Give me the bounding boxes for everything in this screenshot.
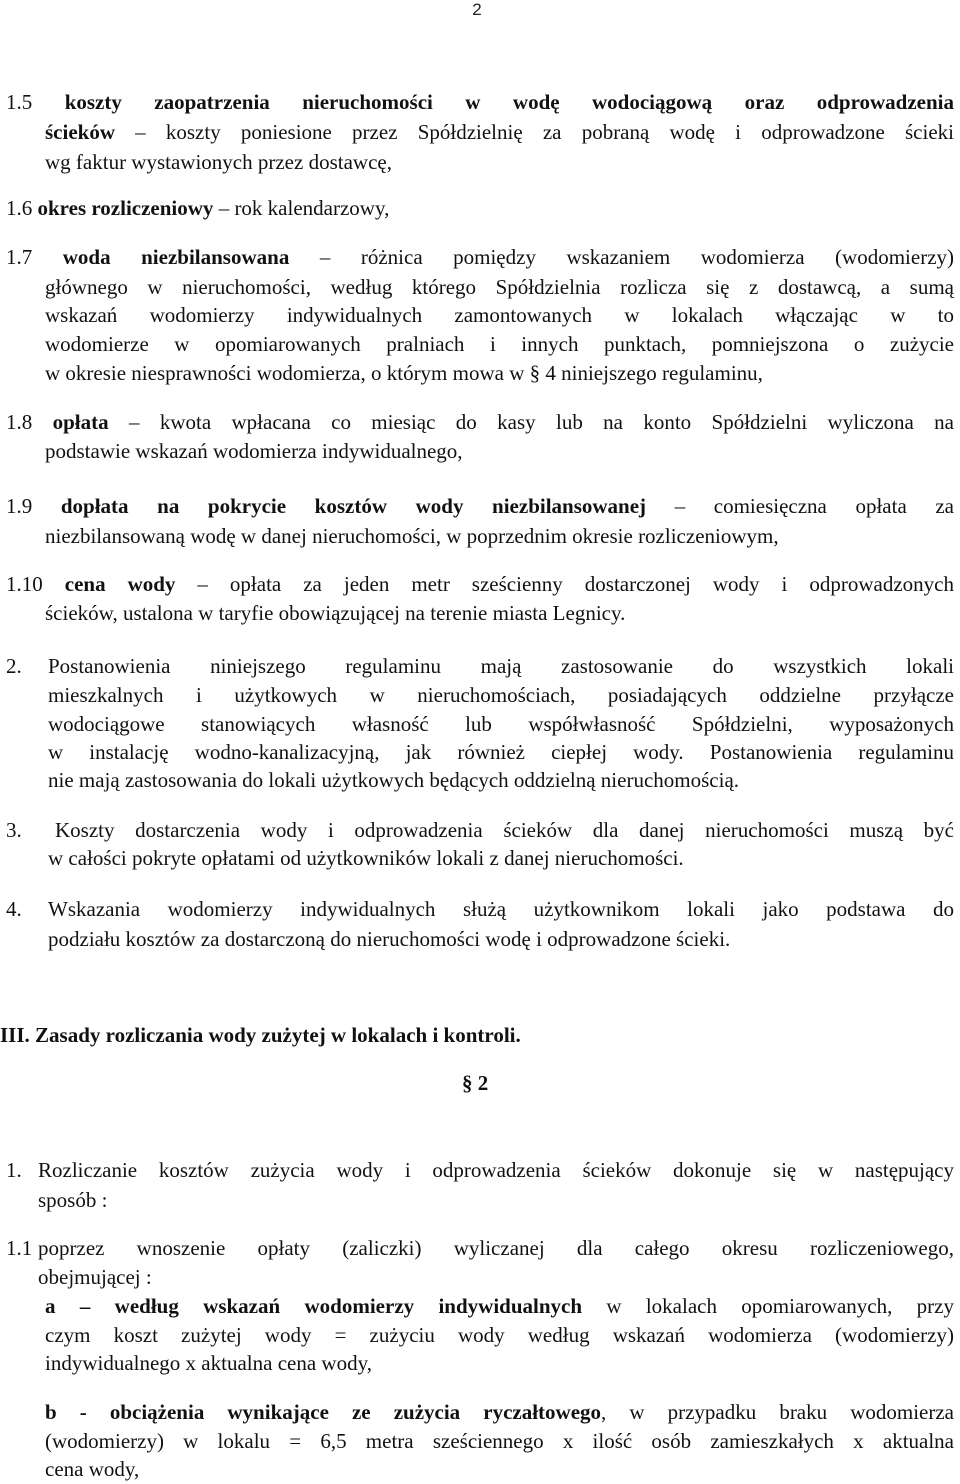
definition-1-9-line-2 xyxy=(45,521,954,551)
defined-term: okres rozliczeniowy xyxy=(37,196,214,220)
item-number: 1.10 xyxy=(6,572,43,596)
defined-term: koszty zaopatrzenia nieruchomości w wodę wodociągową oraz odprowadzenia xyxy=(64,90,955,114)
definition-text: – kwota wpłacana co miesiąc do kasy lub na konto Spółdzielni wyliczona na xyxy=(108,410,955,434)
item-number: 1.8 xyxy=(6,410,33,434)
item-number: 1.5 xyxy=(6,90,33,114)
defined-term: woda niezbilansowana xyxy=(62,245,290,269)
clause-3-line-2 xyxy=(48,843,954,873)
definition-1-6 xyxy=(6,193,954,223)
clause-text: podziału kosztów za dostarczoną do nieruchomości wodę i odprowadzone ścieki. xyxy=(48,927,731,951)
definition-text: wskazań wodomierzy indywidualnych zamontowanych w lokalach włączając w to xyxy=(45,303,954,327)
definition-1-9-line-1 xyxy=(6,491,954,521)
item-a-line-1 xyxy=(45,1291,954,1321)
definition-1-8-line-1 xyxy=(6,407,954,437)
clause-4-number: 4. xyxy=(6,897,22,921)
item-b-line-2 xyxy=(45,1426,954,1456)
definition-text: – koszty poniesione przez Spółdzielnię za pobraną wodę i odprowadzone ścieki xyxy=(115,120,954,144)
clause-text: Wskazania wodomierzy indywidualnych służą użytkownikom lokali jako podstawa do xyxy=(48,897,954,921)
rule-text: sposób : xyxy=(38,1188,108,1212)
item-b-line-3 xyxy=(45,1454,954,1484)
rule-1-1-line-2 xyxy=(38,1262,954,1292)
clause-2-line-5 xyxy=(48,765,954,795)
defined-term: ścieków xyxy=(45,120,115,144)
definition-1-7-line-4 xyxy=(45,329,954,359)
definition-1-7-line-3 xyxy=(45,300,954,330)
clause-4-line-2 xyxy=(48,924,954,954)
definition-text: – opłata za jeden metr sześcienny dostarczonej wody i odprowadzonych xyxy=(175,572,954,596)
item-a-line-2 xyxy=(45,1320,954,1350)
item-number: 1.6 xyxy=(6,196,33,220)
rule-1-line-2 xyxy=(38,1185,954,1215)
item-b-line-1 xyxy=(45,1397,954,1427)
item-number: 1.7 xyxy=(6,245,33,269)
definition-1-7-line-1 xyxy=(6,242,954,272)
definition-text: – rok kalendarzowy, xyxy=(213,196,390,220)
defined-term: cena wody xyxy=(64,572,176,596)
rule-text: Rozliczanie kosztów zużycia wody i odprowadzenia ścieków dokonuje się w następujący xyxy=(38,1158,954,1182)
item-a-text: w lokalach opomiarowanych, przy xyxy=(582,1294,954,1318)
clause-2-line-1 xyxy=(48,651,954,681)
definition-text: podstawie wskazań wodomierza indywidualnego, xyxy=(45,439,463,463)
definition-text: w okresie niesprawności wodomierza, o którym mowa w § 4 niniejszego regulaminu, xyxy=(45,361,763,385)
definition-1-5-line-2 xyxy=(45,117,954,147)
section-sign: § 2 xyxy=(462,1071,489,1095)
section-heading: III. Zasady rozliczania wody zużytej w lokalach i kontroli. xyxy=(0,1023,521,1047)
clause-text: Postanowienia niniejszego regulaminu mają zastosowanie do wszystkich lokali xyxy=(48,654,954,678)
clause-text: w całości pokryte opłatami od użytkowników lokali z danej nieruchomości. xyxy=(48,846,684,870)
clause-text: nie mają zastosowania do lokali użytkowych będących oddzielną nieruchomością. xyxy=(48,768,740,792)
rule-1-1-line-1 xyxy=(38,1233,954,1263)
definition-1-10-line-1 xyxy=(6,569,954,599)
defined-term: opłata xyxy=(52,410,109,434)
clause-3-number: 3. xyxy=(6,818,22,842)
clause-text: wodociągowe stanowiących własność lub współwłasność Spółdzielni, wyposażonych xyxy=(48,712,954,736)
definition-text: wodomierze w opomiarowanych pralniach i innych punktach, pomniejszona o zużycie xyxy=(45,332,954,356)
page-number: 2 xyxy=(472,0,482,19)
item-b-text: cena wody, xyxy=(45,1457,140,1481)
clause-text: mieszkalnych i użytkowych w nieruchomościach, posiadających oddzielne przyłącze xyxy=(48,683,954,707)
clause-3-line-1 xyxy=(55,815,954,845)
item-a-term: a – według wskazań wodomierzy indywidualnych xyxy=(45,1294,583,1318)
clause-2-line-4 xyxy=(48,737,954,767)
definition-1-5-line-1 xyxy=(6,87,954,117)
item-a-line-3 xyxy=(45,1348,954,1378)
definition-1-7-line-2 xyxy=(45,272,954,302)
rule-1-1-number: 1.1 xyxy=(6,1236,33,1260)
item-b-term: b - obciążenia wynikające ze zużycia ryczałtowego xyxy=(45,1400,602,1424)
rule-1-number: 1. xyxy=(6,1158,22,1182)
clause-2-line-3 xyxy=(48,709,954,739)
definition-text: głównego w nieruchomości, według którego Spółdzielnia rozlicza się z dostawcą, a sumą xyxy=(45,275,954,299)
definition-text: – comiesięczna opłata za xyxy=(646,494,955,518)
definition-1-8-line-2 xyxy=(45,436,954,466)
item-a-text: czym koszt zużytej wody = zużyciu wody według wskazań wodomierza (wodomierzy) xyxy=(45,1323,954,1347)
definition-1-7-line-5 xyxy=(45,358,954,388)
item-b-text: (wodomierzy) w lokalu = 6,5 metra sześciennego x ilość osób zamieszkałych x aktualna xyxy=(45,1429,954,1453)
item-number: 1.9 xyxy=(6,494,33,518)
definition-text: niezbilansowaną wodę w danej nieruchomości, w poprzednim okresie rozliczeniowym, xyxy=(45,524,779,548)
definition-1-5-line-3 xyxy=(45,147,954,177)
rule-text: obejmującej : xyxy=(38,1265,152,1289)
rule-text: poprzez wnoszenie opłaty (zaliczki) wyliczanej dla całego okresu rozliczeniowego, xyxy=(38,1236,954,1260)
definition-text: ścieków, ustalona w taryfie obowiązującej na terenie miasta Legnicy. xyxy=(45,601,626,625)
clause-4-line-1 xyxy=(48,894,954,924)
rule-1-line-1 xyxy=(38,1155,954,1185)
item-a-text: indywidualnego x aktualna cena wody, xyxy=(45,1351,372,1375)
clause-2-number: 2. xyxy=(6,654,22,678)
definition-1-10-line-2 xyxy=(45,598,954,628)
item-b-text: , w przypadku braku wodomierza xyxy=(601,1400,954,1424)
clause-2-line-2 xyxy=(48,680,954,710)
clause-text: Koszty dostarczenia wody i odprowadzenia ścieków dla danej nieruchomości muszą być xyxy=(55,818,954,842)
clause-text: w instalację wodno-kanalizacyjną, jak również ciepłej wody. Postanowienia regulaminu xyxy=(48,740,954,764)
defined-term: dopłata na pokrycie kosztów wody niezbilansowanej xyxy=(60,494,647,518)
definition-text: – różnica pomiędzy wskazaniem wodomierza (wodomierzy) xyxy=(289,245,955,269)
definition-text: wg faktur wystawionych przez dostawcę, xyxy=(45,150,392,174)
